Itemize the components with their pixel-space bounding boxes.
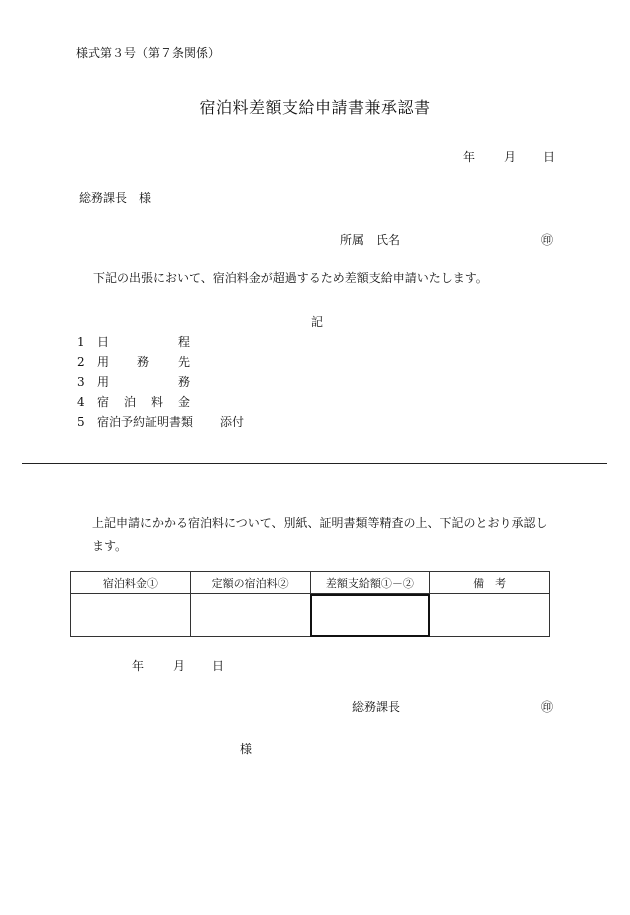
item-label-part: 金	[178, 395, 191, 409]
bottom-date-month-label: 月	[173, 659, 186, 673]
item-label-part: 用	[97, 355, 110, 369]
item-label-part: 用	[97, 375, 110, 389]
header-lodging-fee: 宿泊料金①	[71, 572, 191, 594]
seal-mark-bottom: ㊞	[541, 700, 554, 714]
section-divider	[22, 463, 607, 464]
addressee: 総務課長 様	[79, 191, 152, 205]
bottom-sama: 様	[240, 742, 253, 756]
item-label-part: 先	[178, 355, 191, 369]
item-label-part: 日	[97, 335, 110, 349]
cell-remarks[interactable]	[430, 594, 550, 637]
item-number: 5	[77, 415, 85, 429]
item-label-part: 料	[151, 395, 164, 409]
cell-lodging-fee[interactable]	[71, 594, 191, 637]
item-number: 1	[77, 335, 85, 349]
approval-text	[76, 512, 558, 558]
item-note: 添付	[220, 415, 245, 429]
document-title: 宿泊料差額支給申請書兼承認書	[199, 98, 431, 117]
date-day-label: 日	[543, 150, 556, 164]
header-fixed-lodging-fee: 定額の宿泊料②	[190, 572, 310, 594]
list-item	[77, 352, 337, 372]
affiliation-name-label: 所属 氏名	[340, 233, 401, 247]
cell-difference-amount[interactable]	[310, 594, 430, 637]
list-item	[77, 412, 337, 432]
cell-fixed-lodging-fee[interactable]	[190, 594, 310, 637]
bottom-date-year-label: 年	[132, 659, 145, 673]
list-item	[77, 372, 337, 392]
item-number: 4	[77, 395, 85, 409]
approval-table	[70, 571, 550, 637]
bottom-date-day-label: 日	[212, 659, 225, 673]
items-list	[77, 332, 337, 432]
item-number: 3	[77, 375, 85, 389]
ki-label: 記	[311, 315, 324, 329]
item-label-part: 宿	[97, 395, 110, 409]
date-month-label: 月	[504, 150, 517, 164]
item-label-part: 泊	[124, 395, 137, 409]
chief-label: 総務課長	[352, 700, 401, 714]
list-item	[77, 332, 337, 352]
table-row	[71, 594, 550, 637]
approval-paragraph: 上記申請にかかる宿泊料について、別紙、証明書類等精査の上、下記のとおり承認します。	[92, 516, 548, 553]
form-number: 様式第３号（第７条関係）	[76, 46, 221, 60]
item-label-part: 程	[178, 335, 191, 349]
date-year-label: 年	[463, 150, 476, 164]
list-item	[77, 392, 337, 412]
seal-mark: ㊞	[541, 233, 554, 247]
item-label-part: 宿泊予約証明書類	[97, 415, 194, 429]
item-label-part: 務	[178, 375, 191, 389]
header-difference-amount: 差額支給額①－②	[310, 572, 430, 594]
item-label-part: 務	[137, 355, 150, 369]
item-number: 2	[77, 355, 85, 369]
request-text: 下記の出張において、宿泊料金が超過するため差額支給申請いたします。	[93, 271, 488, 285]
header-remarks: 備 考	[430, 572, 550, 594]
